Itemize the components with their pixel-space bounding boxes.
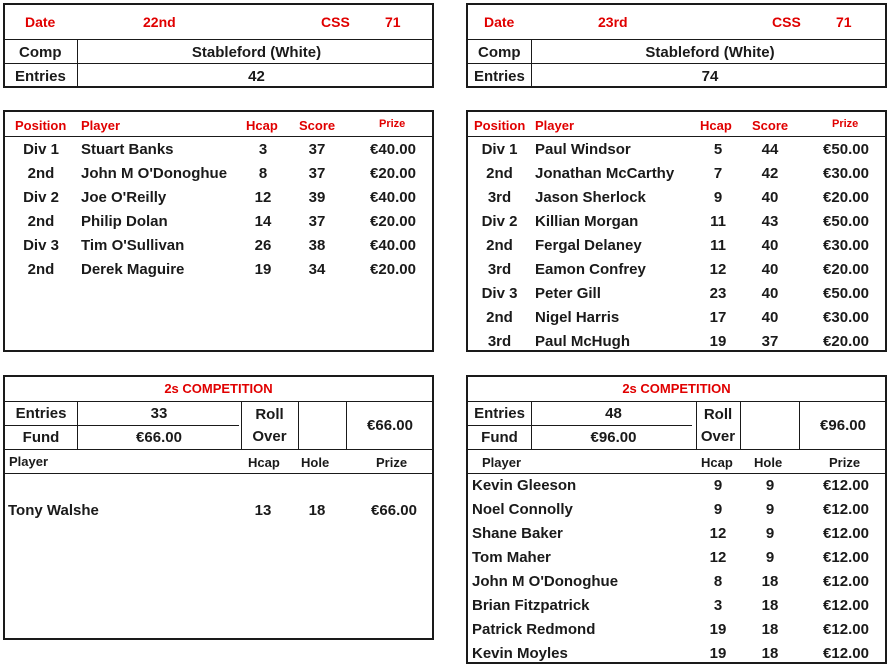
entries-label: Entries [474, 68, 525, 85]
header-hcap: Hcap [700, 118, 732, 133]
twos-roll-label: Roll [703, 405, 733, 423]
table-row [468, 330, 885, 354]
prize-cell: €30.00 [823, 309, 869, 326]
twos-header-hcap: Hcap [701, 455, 733, 470]
player-cell: Fergal Delaney [535, 237, 642, 254]
prize-cell: €20.00 [823, 333, 869, 350]
player-cell: Paul McHugh [535, 333, 631, 350]
player-cell: Jason Sherlock [535, 189, 646, 206]
table-row [468, 522, 885, 546]
right-twos-table [466, 375, 887, 664]
hcap-cell: 14 [254, 213, 272, 230]
score-cell: 37 [308, 213, 326, 230]
entries-value: 74 [701, 68, 719, 85]
score-cell: 40 [761, 189, 779, 206]
date-label: Date [25, 14, 56, 30]
hcap-cell: 12 [709, 525, 727, 542]
twos-title: 2s COMPETITION [164, 381, 273, 396]
hole-cell: 9 [765, 549, 775, 566]
hcap-cell: 7 [713, 165, 723, 182]
table-row [468, 138, 885, 162]
hcap-cell: 13 [254, 502, 272, 519]
hcap-cell: 12 [254, 189, 272, 206]
score-cell: 40 [761, 237, 779, 254]
twos-entries-value: 33 [150, 404, 168, 422]
table-row [5, 210, 432, 234]
hcap-cell: 11 [710, 237, 726, 254]
player-cell: Peter Gill [535, 285, 601, 302]
player-cell: Shane Baker [472, 525, 563, 542]
hcap-cell: 12 [709, 549, 727, 566]
table-row [468, 570, 885, 594]
css-label: CSS [321, 14, 350, 30]
twos-header-hcap: Hcap [248, 455, 280, 470]
position-cell: Div 1 [481, 141, 518, 158]
header-prize: Prize [379, 118, 406, 130]
header-hcap: Hcap [246, 118, 278, 133]
score-cell: 34 [308, 261, 326, 278]
twos-header-prize: Prize [829, 455, 861, 470]
player-cell: Killian Morgan [535, 213, 639, 230]
header-position: Position [474, 118, 526, 133]
prize-cell: €50.00 [823, 285, 869, 302]
entries-value: 42 [248, 68, 265, 85]
twos-header-player: Player [482, 455, 522, 470]
hcap-cell: 19 [709, 645, 727, 662]
score-cell: 37 [308, 165, 326, 182]
results-header [468, 112, 885, 136]
prize-cell: €12.00 [823, 573, 869, 590]
hcap-cell: 9 [713, 501, 723, 518]
table-row [468, 186, 885, 210]
right-results-table [466, 110, 887, 352]
hole-cell: 9 [765, 525, 775, 542]
score-cell: 37 [308, 141, 326, 158]
hole-cell: 9 [765, 501, 775, 518]
twos-fund-value: €96.00 [590, 428, 637, 446]
table-row [468, 258, 885, 282]
prize-cell: €50.00 [823, 213, 869, 230]
table-row [468, 546, 885, 570]
score-cell: 39 [308, 189, 326, 206]
position-cell: Div 3 [23, 237, 59, 254]
twos-header-hole: Hole [301, 455, 330, 470]
table-row [468, 162, 885, 186]
player-cell: Kevin Gleeson [472, 477, 577, 494]
twos-fund-label: Fund [481, 428, 518, 446]
player-cell: Stuart Banks [81, 141, 174, 158]
player-cell: John M O'Donoghue [81, 165, 228, 182]
header-prize: Prize [832, 118, 859, 130]
twos-header-prize: Prize [376, 455, 408, 470]
hcap-cell: 19 [254, 261, 272, 278]
score-cell: 38 [308, 237, 326, 254]
header-position: Position [15, 118, 67, 133]
prize-cell: €20.00 [370, 261, 416, 278]
position-cell: 2nd [27, 261, 55, 278]
hcap-cell: 5 [713, 141, 723, 158]
table-row [468, 642, 885, 666]
score-cell: 44 [761, 141, 779, 158]
comp-label: Comp [478, 44, 521, 61]
prize-cell: €12.00 [823, 477, 869, 494]
twos-rollover-value: €96.00 [820, 416, 866, 434]
header-score: Score [299, 118, 336, 133]
score-cell: 40 [761, 285, 779, 302]
score-cell: 40 [761, 261, 779, 278]
table-row [468, 234, 885, 258]
player-cell: Philip Dolan [81, 213, 168, 230]
player-cell: Brian Fitzpatrick [472, 597, 590, 614]
prize-cell: €20.00 [370, 213, 416, 230]
hole-cell: 9 [765, 477, 775, 494]
prize-cell: €12.00 [823, 645, 869, 662]
prize-cell: €40.00 [370, 237, 416, 254]
position-cell: Div 2 [481, 213, 518, 230]
position-cell: 2nd [486, 237, 513, 254]
player-cell: Tony Walshe [8, 502, 99, 519]
hcap-cell: 17 [709, 309, 727, 326]
twos-roll-label: Roll [255, 405, 284, 423]
position-cell: 2nd [27, 165, 55, 182]
prize-cell: €20.00 [823, 261, 869, 278]
position-cell: 2nd [27, 213, 55, 230]
hole-cell: 18 [308, 502, 326, 519]
prize-cell: €20.00 [823, 189, 869, 206]
table-row [468, 594, 885, 618]
player-cell: Derek Maguire [81, 261, 185, 278]
table-row [5, 499, 432, 523]
hcap-cell: 19 [709, 333, 727, 350]
comp-value: Stableford (White) [645, 44, 775, 61]
hcap-cell: 23 [709, 285, 727, 302]
table-row [468, 498, 885, 522]
position-cell: 3rd [487, 261, 512, 278]
twos-entries-label: Entries [15, 404, 67, 422]
header-score: Score [752, 118, 789, 133]
position-cell: Div 1 [23, 141, 59, 158]
hole-cell: 18 [761, 597, 779, 614]
table-row [468, 618, 885, 642]
player-cell: Noel Connolly [472, 501, 573, 518]
player-cell: Paul Windsor [535, 141, 631, 158]
header-player: Player [535, 118, 575, 133]
player-cell: Tom Maher [472, 549, 551, 566]
right-info-box [466, 3, 887, 88]
hcap-cell: 9 [713, 477, 723, 494]
twos-fund-label: Fund [22, 428, 60, 446]
hcap-cell: 3 [713, 597, 723, 614]
position-cell: Div 2 [23, 189, 59, 206]
table-row [468, 474, 885, 498]
left-results-table [3, 110, 434, 352]
prize-cell: €40.00 [370, 141, 416, 158]
position-cell: 2nd [486, 309, 513, 326]
table-row [468, 282, 885, 306]
css-label: CSS [772, 14, 801, 30]
prize-cell: €12.00 [823, 525, 869, 542]
hole-cell: 18 [761, 573, 779, 590]
player-cell: Patrick Redmond [472, 621, 596, 638]
player-cell: Jonathan McCarthy [535, 165, 675, 182]
prize-cell: €66.00 [371, 502, 417, 519]
css-value: 71 [836, 14, 852, 30]
hcap-cell: 3 [258, 141, 268, 158]
twos-rollover-value: €66.00 [367, 416, 413, 434]
date-value: 23rd [598, 14, 628, 30]
twos-header-hole: Hole [754, 455, 783, 470]
table-row [468, 306, 885, 330]
header-player: Player [81, 118, 121, 133]
score-cell: 40 [761, 309, 779, 326]
position-cell: 2nd [486, 165, 513, 182]
hcap-cell: 26 [254, 237, 272, 254]
left-twos-table [3, 375, 434, 640]
prize-cell: €12.00 [823, 621, 869, 638]
table-row [5, 186, 432, 210]
css-value: 71 [385, 14, 401, 30]
position-cell: Div 3 [481, 285, 518, 302]
comp-label: Comp [19, 44, 62, 61]
player-cell: Eamon Confrey [535, 261, 646, 278]
hcap-cell: 12 [709, 261, 727, 278]
table-row [5, 234, 432, 258]
twos-header-player: Player [9, 454, 49, 469]
prize-cell: €20.00 [370, 165, 416, 182]
prize-cell: €30.00 [823, 165, 869, 182]
hcap-cell: 11 [710, 213, 726, 230]
player-cell: John M O'Donoghue [472, 573, 619, 590]
hole-cell: 18 [761, 645, 779, 662]
table-row [5, 138, 432, 162]
position-cell: 3rd [487, 189, 512, 206]
twos-fund-value: €66.00 [136, 428, 182, 446]
player-cell: Tim O'Sullivan [81, 237, 185, 254]
twos-title: 2s COMPETITION [622, 381, 731, 396]
date-label: Date [484, 14, 515, 30]
prize-cell: €12.00 [823, 549, 869, 566]
table-row [5, 258, 432, 282]
twos-over-label: Over [700, 427, 736, 445]
table-row [468, 210, 885, 234]
prize-cell: €30.00 [823, 237, 869, 254]
hole-cell: 18 [761, 621, 779, 638]
twos-over-label: Over [252, 427, 287, 445]
twos-entries-value: 48 [605, 404, 622, 422]
position-cell: 3rd [487, 333, 512, 350]
player-cell: Nigel Harris [535, 309, 620, 326]
results-header [5, 112, 432, 136]
prize-cell: €50.00 [823, 141, 869, 158]
date-value: 22nd [143, 14, 176, 30]
score-cell: 37 [761, 333, 779, 350]
twos-entries-label: Entries [474, 404, 525, 422]
entries-label: Entries [15, 68, 66, 85]
left-info-box [3, 3, 434, 88]
player-cell: Kevin Moyles [472, 645, 568, 662]
table-row [5, 162, 432, 186]
hcap-cell: 8 [713, 573, 723, 590]
hcap-cell: 19 [709, 621, 727, 638]
prize-cell: €12.00 [823, 501, 869, 518]
prize-cell: €40.00 [370, 189, 416, 206]
score-cell: 43 [761, 213, 779, 230]
player-cell: Joe O'Reilly [81, 189, 167, 206]
comp-value: Stableford (White) [191, 44, 322, 61]
prize-cell: €12.00 [823, 597, 869, 614]
hcap-cell: 9 [713, 189, 723, 206]
hcap-cell: 8 [258, 165, 268, 182]
score-cell: 42 [761, 165, 779, 182]
